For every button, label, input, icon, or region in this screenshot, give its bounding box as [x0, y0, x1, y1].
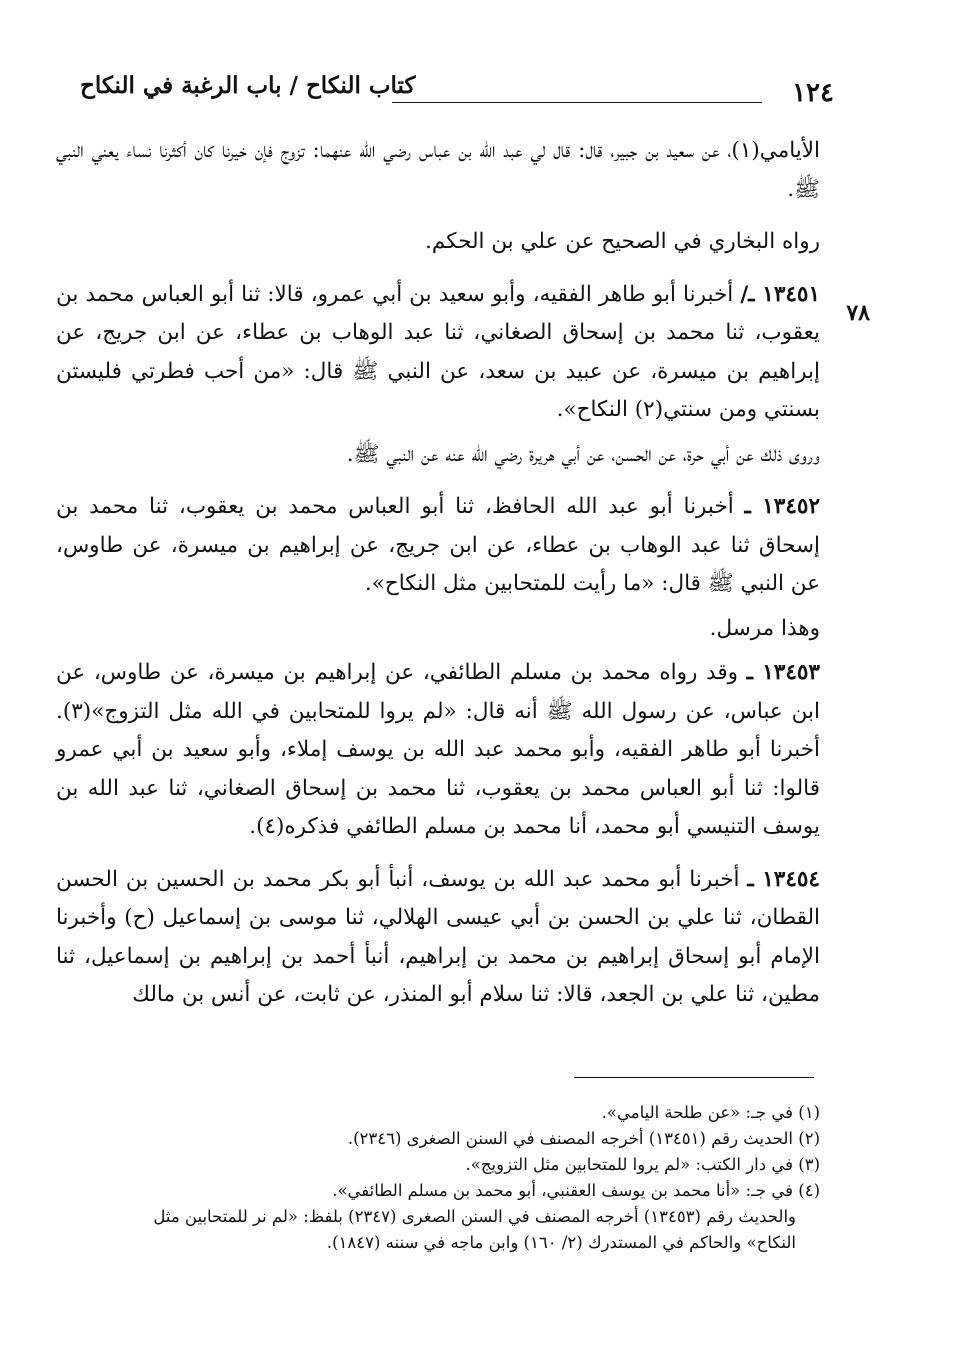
- header-rule: [392, 102, 762, 103]
- margin-number: ٧٨: [846, 300, 870, 326]
- paragraph-text: رواه البخاري في الصحيح عن علي بن الحكم.: [425, 229, 820, 254]
- hadith-number: ١٣٤٥٣ ـ: [746, 660, 820, 685]
- footnote-continuation: والحديث رقم (١٣٤٥٣) أخرجه المصنف في السنن الصغرى (٢٣٤٧) بلفظ: «لم نر للمتحابين مثل النكاح» والحاكم في المستدرك (٢/ ١٦٠) وابن ماجه في سننه (١٨٤٧).: [153, 1207, 796, 1252]
- paragraph-text: وقد رواه محمد بن مسلم الطائفي، عن إبراهيم بن ميسرة، عن طاوس، عن ابن عباس، عن رسول الله ﷺ أنه قال: «لم يروا للمتحابين في الله مثل التزوج»(٣). أخبرنا أبو طاهر الفقيه، وأبو محمد عبد الله بن يوسف إملاء، وأبو سعيد بن أبي عمرو قالوا: ثنا أبو العباس محمد بن يعقوب، ثنا محمد بن إسحاق الصغاني، ثنا عبد الله بن يوسف التنيسي أبو محمد، أنا محمد بن مسلم الطائفي فذكره(٤).: [56, 660, 820, 839]
- running-title: كتاب النكاح / باب الرغبة في النكاح: [80, 72, 416, 99]
- main-text: [56, 132, 820, 1015]
- page-header: [80, 70, 834, 110]
- footnote: (٢) الحديث رقم (١٣٤٥١) أخرجه المصنف في السنن الصغرى (٢٣٤٦).: [347, 1129, 820, 1148]
- footnote-separator: [574, 1077, 814, 1078]
- hadith-paragraph: [56, 488, 820, 604]
- paragraph: [56, 610, 820, 649]
- hadith-paragraph: [56, 654, 820, 847]
- hadith-paragraph: [56, 861, 820, 1015]
- paragraph-text: وهذا مرسل.: [709, 615, 820, 641]
- hadith-paragraph: [56, 276, 820, 430]
- hadith-number: ١٣٤٥١ ـ/: [740, 281, 821, 307]
- paragraph: [56, 436, 820, 475]
- hadith-number: ١٣٤٥٢ ـ: [744, 494, 820, 519]
- page-number: ١٢٤: [792, 78, 834, 108]
- paragraph-text: الأيامي(١)، عن سعيد بن جبير، قال: قال لي عبد الله بن عباس رضي الله عنهما: تزوج فإن خيرنا كان أكثرنا نساء يعني النبي ﷺ.: [56, 138, 820, 202]
- footnote: (٤) في جـ: «أنا محمد بن يوسف العقنبي، أبو محمد بن مسلم الطائفي».: [332, 1181, 820, 1200]
- footnote: (٣) في دار الكتب: «لم يروا للمتحابين مثل التزويج».: [465, 1155, 820, 1174]
- paragraph-text: أخبرنا أبو محمد عبد الله بن يوسف، أنبأ أبو بكر محمد بن الحسين بن الحسن القطان، ثنا علي بن الحسن بن أبي عيسى الهلالي، ثنا موسى بن إسماعيل (ح) وأخبرنا الإمام أبو إسحاق إبراهيم بن محمد بن إبراهيم، أنبأ أحمد بن إبراهيم بن إسماعيل، ثنا مطين، ثنا علي بن الجعد، قالا: ثنا سلام أبو المنذر، عن ثابت، عن أنس بن مالك: [56, 866, 820, 1007]
- paragraph-text: وروى ذلك عن أبي حرة، عن الحسن، عن أبي هريرة رضي الله عنه عن النبي ﷺ.: [346, 441, 820, 467]
- hadith-number: ١٣٤٥٤ ـ: [747, 866, 820, 892]
- paragraph-text: أخبرنا أبو طاهر الفقيه، وأبو سعيد بن أبي عمرو، قالا: ثنا أبو العباس محمد بن يعقوب، ثنا محمد بن إسحاق الصغاني، ثنا عبد الوهاب بن عطاء، عن ابن جريج، عن إبراهيم بن ميسرة، عن عبيد بن سعد، عن النبي ﷺ قال: «من أحب فطرتي فليستن بسنتي ومن سنتي(٢) النكاح».: [56, 281, 820, 422]
- paragraph: [56, 223, 820, 262]
- footnote: (١) في جـ: «عن طلحة اليامي».: [601, 1103, 820, 1122]
- paragraph-text: أخبرنا أبو عبد الله الحافظ، ثنا أبو العباس محمد بن يعقوب، ثنا محمد بن إسحاق ثنا عبد الوهاب بن عطاء، عن ابن جريج، عن إبراهيم بن ميسرة، عن طاوس، عن النبي ﷺ قال: «ما رأيت للمتحابين مثل النكاح».: [56, 494, 820, 596]
- paragraph: [56, 132, 820, 209]
- footnotes: [100, 1100, 820, 1256]
